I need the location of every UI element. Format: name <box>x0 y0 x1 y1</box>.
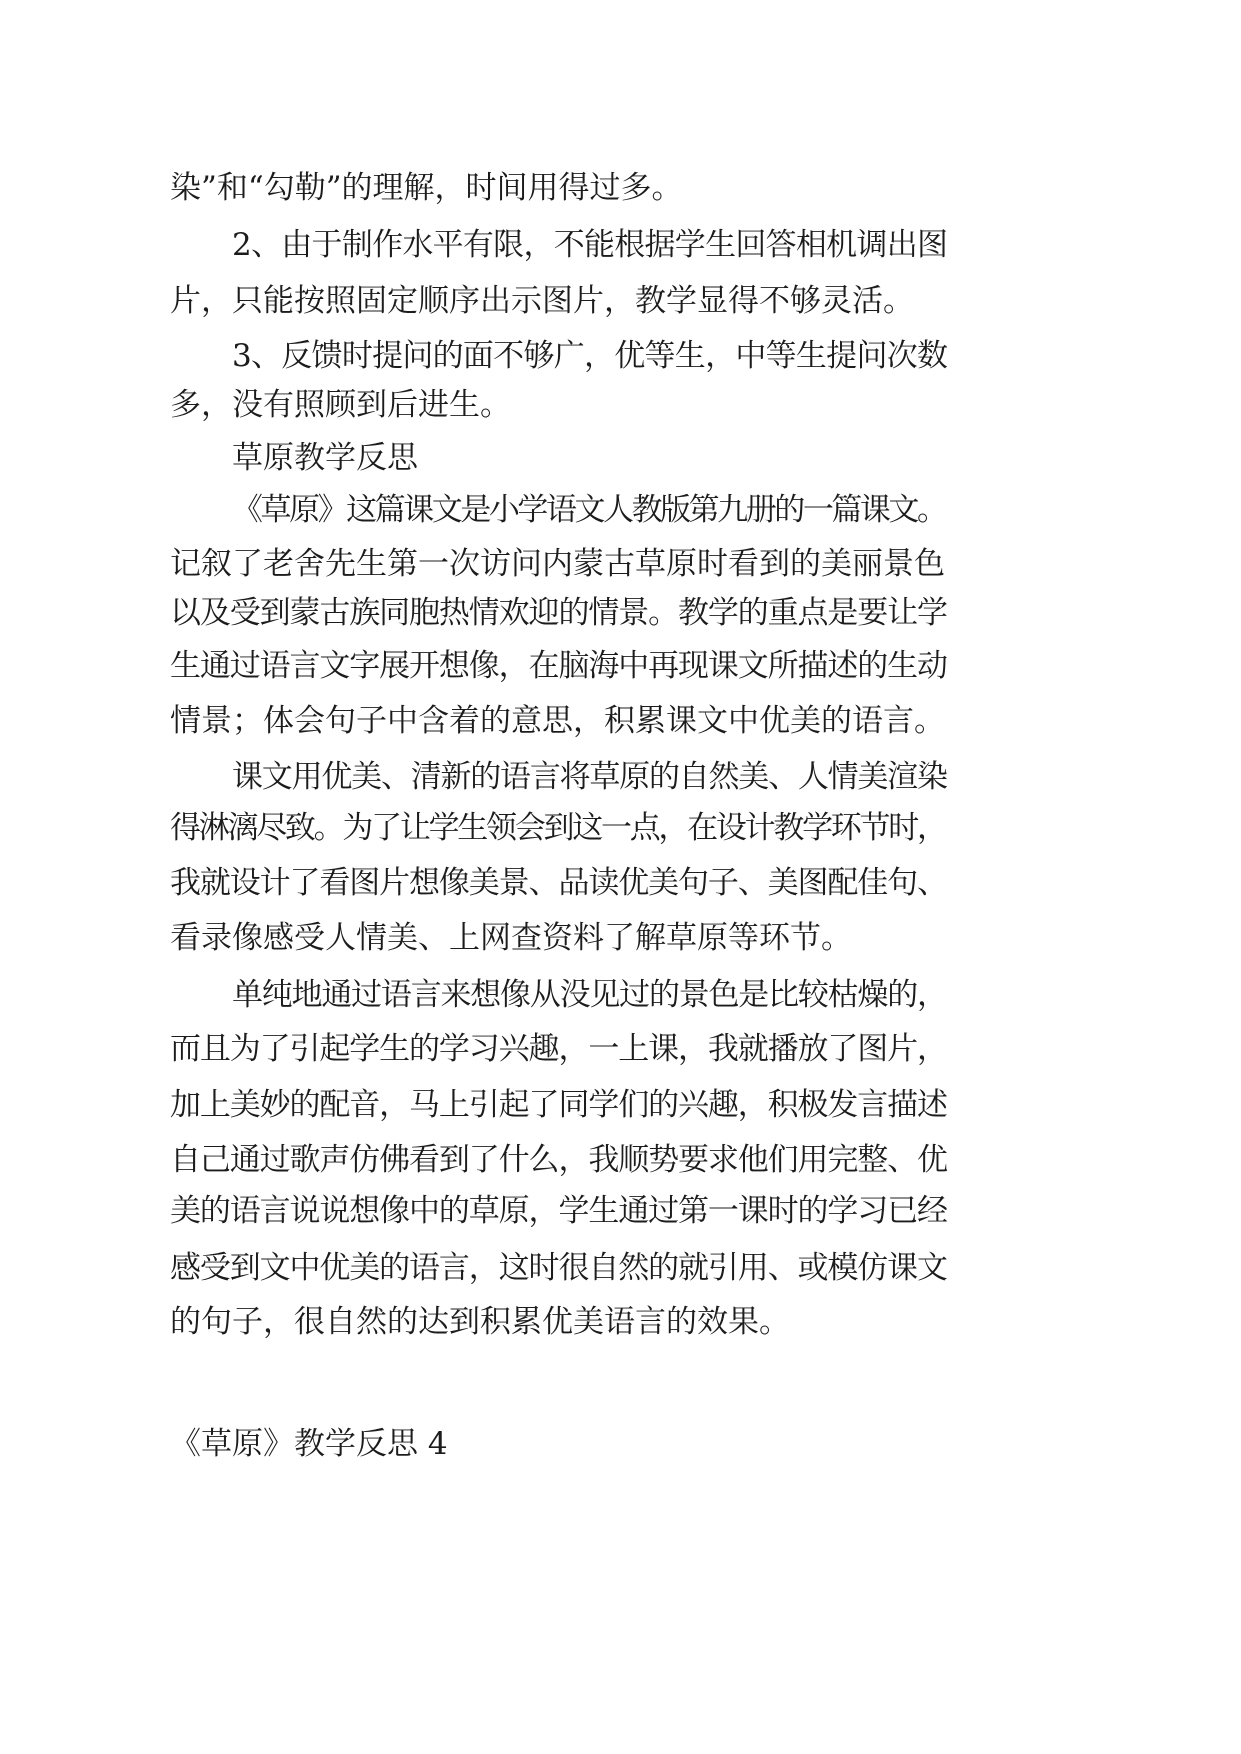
body-text-line: 以及受到蒙古族同胞热情欢迎的情景。教学的重点是要让学 <box>170 595 947 631</box>
section-heading: 《草原》教学反思 4 <box>170 1426 448 1462</box>
body-text-line: 3、反馈时提问的面不够广，优等生，中等生提问次数 <box>232 338 948 374</box>
body-text-line: 片，只能按照固定顺序出示图片，教学显得不够灵活。 <box>170 283 914 319</box>
body-text-line: 得淋漓尽致。为了让学生领会到这一点，在设计教学环节时， <box>170 810 946 846</box>
body-text-line: 自己通过歌声仿佛看到了什么，我顺势要求他们用完整、优 <box>170 1142 947 1178</box>
body-text-line: 生通过语言文字展开想像，在脑海中再现课文所描述的生动 <box>170 648 947 684</box>
body-text-line: 2、由于制作水平有限，不能根据学生回答相机调出图 <box>232 227 948 263</box>
body-text-line: 情景；体会句子中含着的意思，积累课文中优美的语言。 <box>170 703 945 739</box>
body-text-line: 我就设计了看图片想像美景、品读优美句子、美图配佳句、 <box>170 865 947 901</box>
body-text-line: 的句子，很自然的达到积累优美语言的效果。 <box>170 1304 790 1340</box>
body-text-line: 课文用优美、清新的语言将草原的自然美、人情美渲染 <box>232 759 947 795</box>
body-text-line: 单纯地通过语言来想像从没见过的景色是比较枯燥的， <box>232 977 947 1013</box>
body-text-line: 染”和“勾勒”的理解，时间用得过多。 <box>170 170 683 206</box>
body-text-line: 感受到文中优美的语言，这时很自然的就引用、或模仿课文 <box>170 1250 947 1286</box>
body-text-line: 多，没有照顾到后进生。 <box>170 387 511 423</box>
body-text-line: 加上美妙的配音，马上引起了同学们的兴趣，积极发言描述 <box>170 1087 947 1123</box>
body-text-line: 《草原》这篇课文是小学语文人教版第九册的一篇课文。 <box>232 492 946 528</box>
body-text-line: 看录像感受人情美、上网查资料了解草原等环节。 <box>170 920 852 956</box>
body-text-line: 美的语言说说想像中的草原，学生通过第一课时的学习已经 <box>170 1193 947 1229</box>
body-text-line: 而且为了引起学生的学习兴趣，一上课，我就播放了图片， <box>170 1031 947 1067</box>
body-text-line: 记叙了老舍先生第一次访问内蒙古草原时看到的美丽景色 <box>170 546 945 582</box>
section-heading: 草原教学反思 <box>232 440 418 476</box>
